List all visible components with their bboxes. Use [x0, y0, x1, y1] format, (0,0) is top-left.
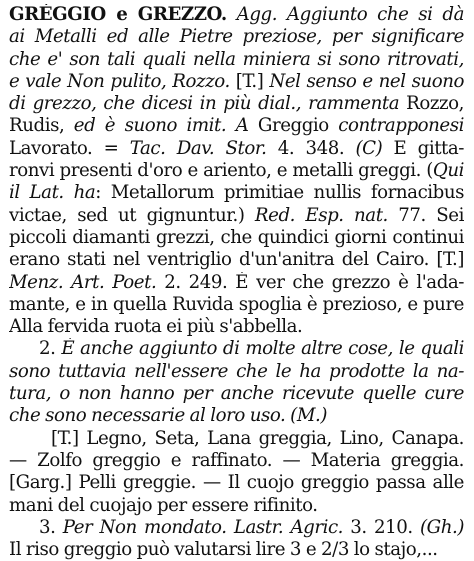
text-line: [9, 4, 464, 26]
italic-text: sono tuttavia nell'essere che le ha prodotte la na-: [9, 360, 464, 382]
text-line: [9, 405, 464, 427]
text-span: 2.: [39, 338, 62, 360]
text-span: 3.: [39, 516, 63, 538]
text-span: 4. 348.: [266, 137, 356, 159]
text-line: [9, 182, 464, 204]
italic-text: Red. Esp. nat.: [254, 204, 388, 226]
italic-text: che e' son tali quali nella miniera si sono ritrovati,: [9, 48, 464, 70]
text-span: ronvi presenti d'oro e ariento, e metalli greggi. (: [9, 160, 433, 182]
italic-text: È anche aggiunto di molte altre cose, le quali: [61, 338, 464, 360]
headword: GRÈGGIO e GREZZO.: [9, 4, 227, 25]
text-line: [9, 249, 464, 271]
text-span: E gitta-: [382, 137, 464, 159]
italic-text: che sono necessarie al loro uso. (M.): [9, 405, 327, 427]
italic-text: Per Non mondato. Lastr. Agric.: [62, 516, 344, 538]
text-line: [9, 272, 464, 294]
italic-text: tura, o non hanno per anche ricevute quelle cure: [9, 383, 464, 405]
text-span: Il riso greggio può valutarsi lire 3 e 2/3 lo stajo,...: [9, 539, 438, 561]
text-line: [9, 316, 464, 338]
text-span: Alla fervida ruota ei più s'abbella.: [9, 316, 303, 338]
italic-text: Tac. Dav. Stor.: [129, 137, 267, 159]
italic-text: contrapponesi: [338, 115, 464, 137]
text-span: Rozzo,: [406, 93, 464, 115]
italic-text: Agg. Aggiunto che si dà: [226, 4, 464, 25]
italic-text: di grezzo, che dicesi in più dial., rammenta: [9, 93, 407, 115]
italic-text: (Gh.): [420, 516, 464, 538]
text-line: [9, 71, 464, 93]
italic-text: Menz. Art. Poet.: [9, 271, 157, 293]
text-line: [9, 361, 464, 383]
text-line: [9, 26, 464, 48]
text-span: : Metallorum primitiae nullis fornacibus: [95, 182, 464, 204]
italic-text: e vale Non pulito, Rozzo.: [9, 70, 230, 92]
text-span: 2. 249. È ver che grezzo è l'ada-: [156, 271, 464, 293]
text-span: Greggio: [257, 115, 339, 137]
text-span: [Garg.] Pelli greggie. — Il cuojo greggio passa alle: [9, 472, 464, 494]
text-line: [9, 227, 464, 249]
text-span: erano stati nel ventriglio d'un'anitra del Cairo. [T.]: [9, 249, 464, 271]
text-line: [9, 160, 464, 182]
text-span: [T.]: [229, 70, 270, 92]
text-line: [9, 138, 464, 160]
text-line: [9, 472, 464, 494]
text-line: [9, 428, 464, 450]
text-span: mani del cuojajo per essere rifinito.: [9, 494, 318, 516]
text-span: victae, sed ut gignuntur.): [9, 204, 255, 226]
italic-text: il Lat. ha: [9, 182, 96, 204]
text-line: [9, 49, 464, 71]
text-line: [9, 539, 464, 561]
text-span: mante, e in quella Ruvida spoglia è prezioso, e pure: [9, 293, 464, 315]
text-span: [T.] Legno, Seta, Lana greggia, Lino, Canapa.: [51, 427, 464, 449]
text-line: [9, 338, 464, 360]
italic-text: Qui: [432, 160, 464, 182]
text-span: 77. Sei: [387, 204, 464, 226]
italic-text: ed è suono imit. A: [73, 115, 258, 137]
text-span: Rudis,: [9, 115, 74, 137]
italic-text: ai Metalli ed alle Pietre preziose, per significare: [9, 26, 464, 48]
text-line: [9, 294, 464, 316]
italic-text: (C): [355, 137, 383, 159]
text-span: 3. 210.: [343, 516, 420, 538]
text-line: [9, 93, 464, 115]
text-line: [9, 450, 464, 472]
text-line: [9, 115, 464, 137]
text-line: [9, 205, 464, 227]
text-line: [9, 383, 464, 405]
text-span: piccoli diamanti grezzi, che quindici giorni continui: [9, 226, 464, 248]
text-span: — Zolfo greggio e raffinato. — Materia greggia.: [9, 449, 464, 471]
text-line: [9, 517, 464, 539]
italic-text: Nel senso e nel suono: [269, 70, 464, 92]
text-line: [9, 495, 464, 517]
text-span: Lavorato. =: [9, 137, 130, 159]
